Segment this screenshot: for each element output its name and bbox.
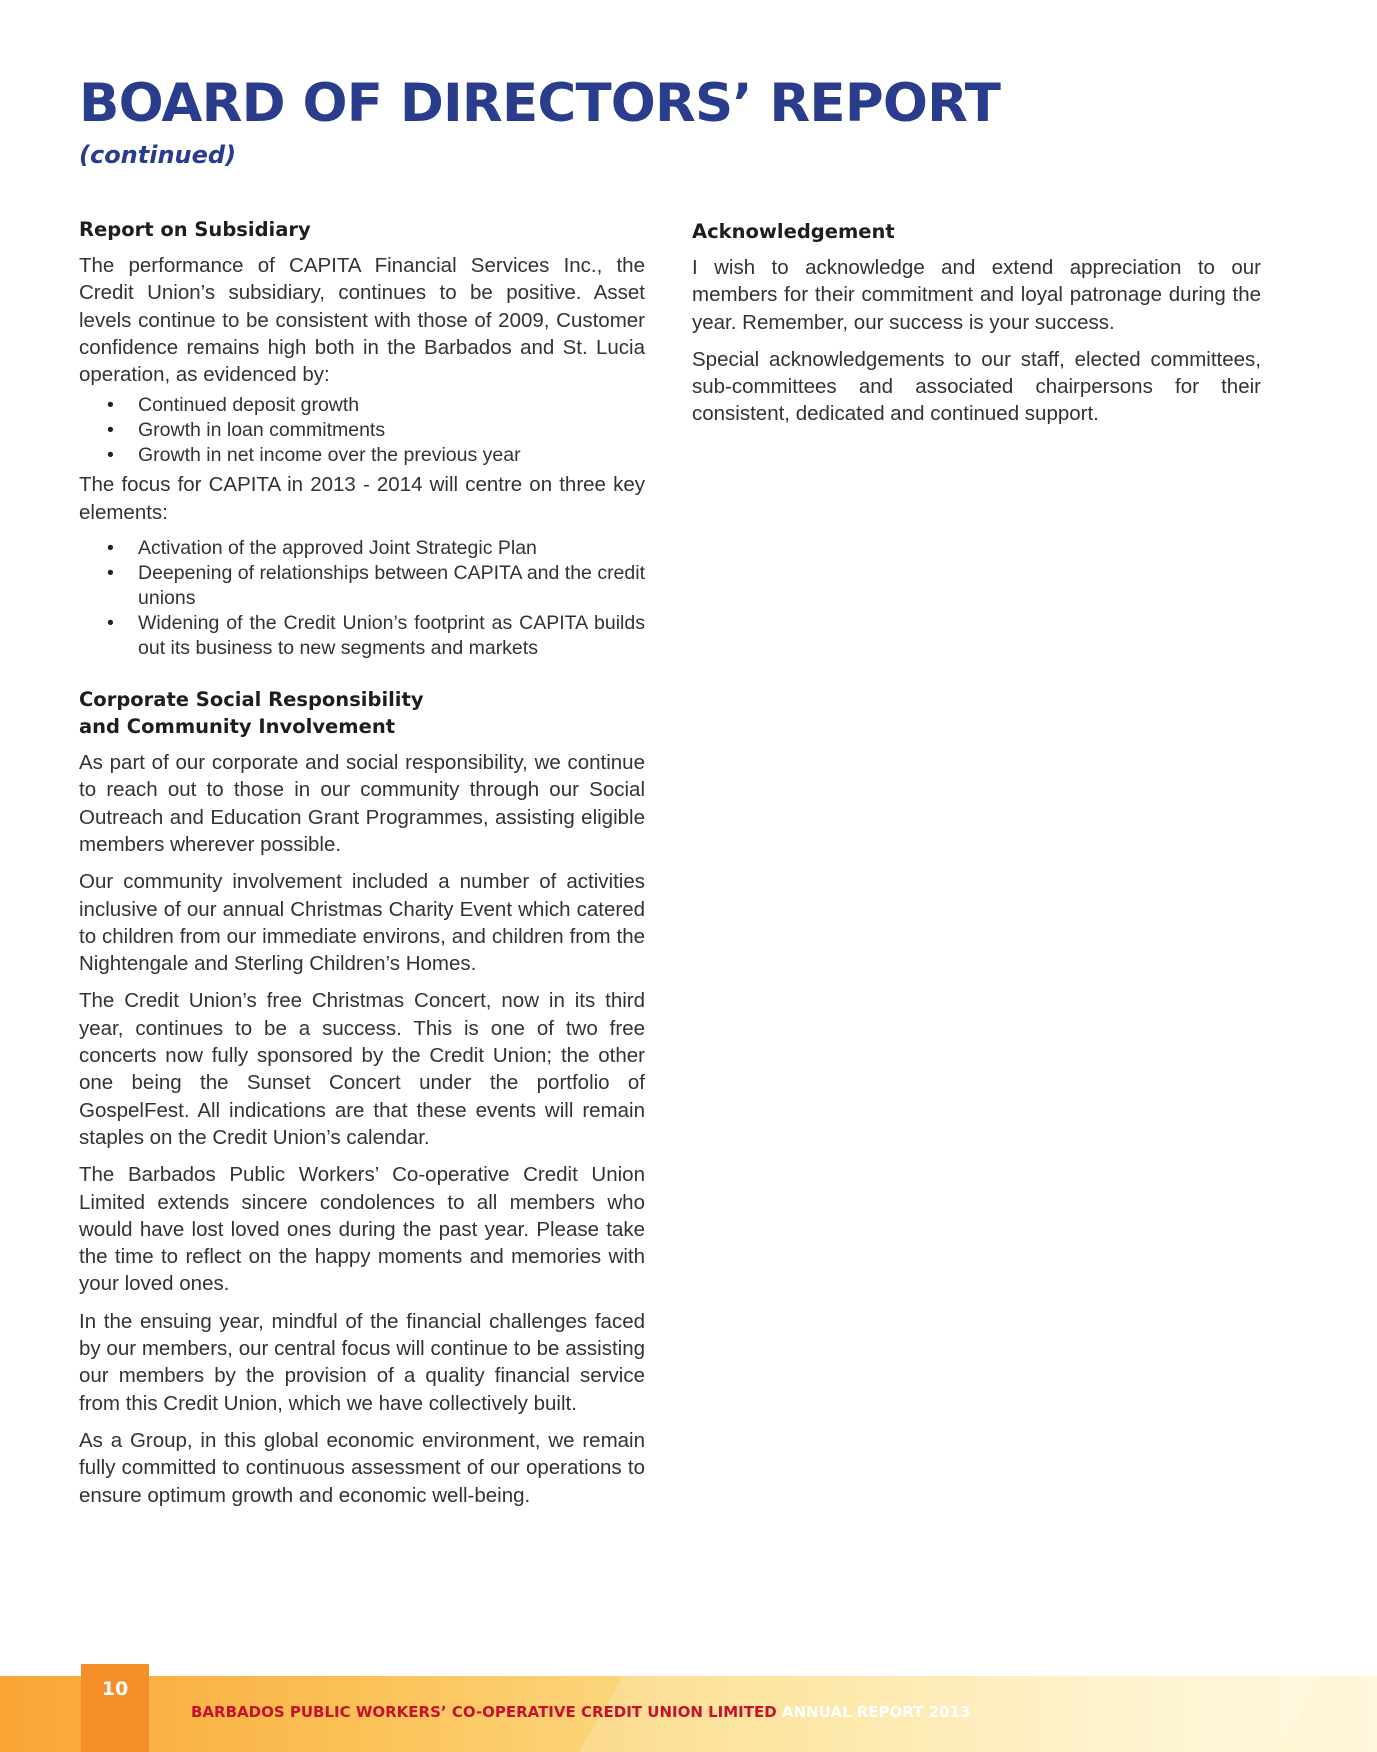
footer-text xyxy=(191,1702,970,1722)
left-column xyxy=(79,216,645,1519)
csr-heading-line-1: Corporate Social Responsibility xyxy=(79,688,424,712)
focus-list xyxy=(79,536,645,661)
page-title: BOARD OF DIRECTORS’ REPORT xyxy=(79,73,1001,134)
csr-paragraph: As a Group, in this global economic environment, we remain fully committed to continuous assessment of our operations to ensure optimum growth and economic well-being. xyxy=(79,1428,645,1507)
list-item: • Deepening of relationships between CAPITA and the credit unions xyxy=(79,561,645,611)
csr-paragraph: Our community involvement included a number of activities inclusive of our annual Christmas Charity Event which catered to children from our immediate environs, and children from the Nightengale and Sterling Children’s Homes. xyxy=(79,870,645,976)
csr-heading-line-2: and Community Involvement xyxy=(79,715,396,739)
page-subtitle: (continued) xyxy=(79,141,237,169)
evidence-list xyxy=(79,393,645,468)
csr-paragraph: In the ensuing year, mindful of the financial challenges faced by our members, our central focus will continue to be assisting our members by the provision of a quality financial service from this Credit Union, which we have collectively built. xyxy=(79,1309,645,1415)
acknowledgement-section xyxy=(692,218,1261,428)
csr-section xyxy=(79,686,645,1509)
acknowledgement-heading: Acknowledgement xyxy=(692,220,895,243)
footer-organization: BARBADOS PUBLIC WORKERS’ CO-OPERATIVE CREDIT UNION LIMITED xyxy=(191,1703,777,1721)
csr-paragraph: As part of our corporate and social responsibility, we continue to reach out to those in our community through our Social Outreach and Education Grant Programmes, assisting eligible members wherever possible. xyxy=(79,751,645,856)
page-number-box xyxy=(81,1664,149,1752)
acknowledgement-paragraph: Special acknowledgements to our staff, elected committees, sub-committees and associated chairpersons for their consistent, dedicated and continued support. xyxy=(692,347,1261,426)
list-item: • Widening of the Credit Union’s footprint as CAPITA builds out its business to new segments and markets xyxy=(79,611,645,661)
acknowledgement-paragraph: I wish to acknowledge and extend appreciation to our members for their commitment and loyal patronage during the year. Remember, our success is your success. xyxy=(692,256,1261,334)
subsidiary-section xyxy=(79,216,645,661)
csr-heading xyxy=(79,686,645,740)
list-item: • Growth in loan commitments xyxy=(79,418,645,443)
csr-paragraph: The Credit Union’s free Christmas Concert, now in its third year, continues to be a success. This is one of two free concerts now fully sponsored by the Credit Union; the other one being the Sunset Concert under the portfolio of GospelFest. All indications are that these events will remain staples on the Credit Union’s calendar. xyxy=(79,989,645,1149)
page-number: 10 xyxy=(101,1678,129,1700)
list-item: • Activation of the approved Joint Strategic Plan xyxy=(79,536,645,561)
footer-report-label: ANNUAL REPORT 2013 xyxy=(781,1703,971,1721)
list-item: • Growth in net income over the previous year xyxy=(79,443,645,468)
right-column xyxy=(692,218,1261,438)
subsidiary-intro-paragraph: The performance of CAPITA Financial Services Inc., the Credit Union’s subsidiary, continues to be positive. Asset levels continue to be consistent with those of 2009, Customer confidence remains high both in the Barbados and St. Lucia operation, as evidenced by: xyxy=(79,254,645,387)
focus-intro-paragraph: The focus for CAPITA in 2013 - 2014 will centre on three key elements: xyxy=(79,473,645,524)
list-item: • Continued deposit growth xyxy=(79,393,645,418)
csr-paragraph: The Barbados Public Workers’ Co-operative Credit Union Limited extends sincere condolences to all members who would have lost loved ones during the past year. Please take the time to reflect on the happy moments and memories with your loved ones. xyxy=(79,1163,645,1296)
subsidiary-heading: Report on Subsidiary xyxy=(79,218,311,241)
